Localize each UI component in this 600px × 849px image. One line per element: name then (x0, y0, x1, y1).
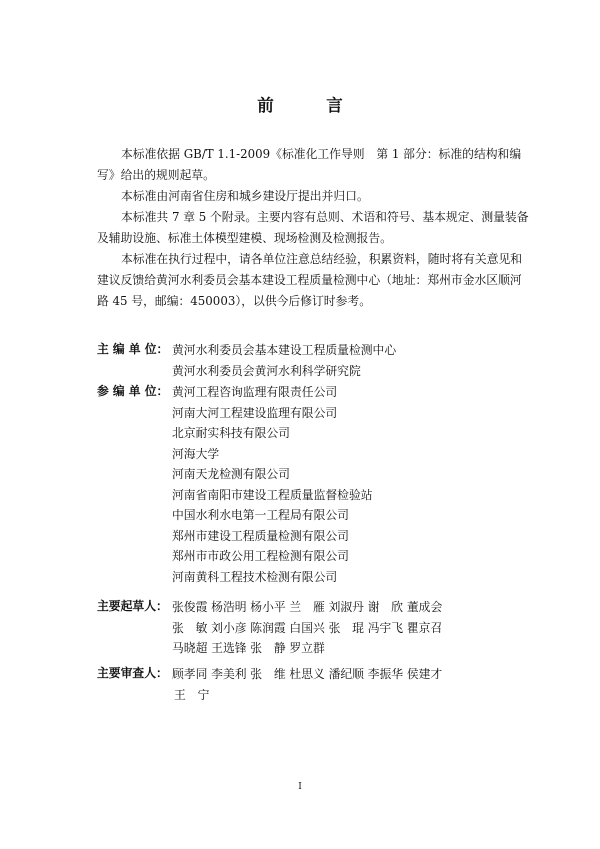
list-item: 顾孝同 李美利 张 维 杜思义 潘纪顺 李振华 侯建才 (172, 667, 443, 681)
list-item: 张 敏 刘小彦 陈润霞 白国兴 张 琨 冯宇飞 瞿京召 (172, 620, 443, 635)
list-item: 河南黄科工程技术检测有限公司 (172, 569, 338, 584)
list-item: 河南大河工程建设监理有限公司 (172, 405, 338, 420)
participating-units-label: 参 编 单 位： (97, 384, 169, 398)
list-item: 河海大学 (172, 446, 220, 461)
list-item: 郑州市建设工程质量检测有限公司 (172, 528, 349, 543)
list-item: 王 宁 (174, 687, 210, 702)
list-item: 马晓超 王选锋 张 静 罗立群 (172, 641, 325, 655)
list-item: 北京耐实科技有限公司 (172, 426, 290, 440)
list-item: 黄河工程咨询监理有限责任公司 (172, 385, 338, 399)
drafters-label: 主要起草人： (97, 599, 168, 613)
list-item: 黄河水利委员会黄河水利科学研究院 (172, 363, 361, 378)
list-item: 河南天龙检测有限公司 (172, 467, 290, 481)
drafters-list (172, 597, 442, 659)
page-title: 前 言 (257, 96, 361, 115)
list-item: 郑州市市政公用工程检测有限公司 (172, 549, 349, 563)
paragraph-contents: 本标准共 7 章 5 个附录。主要内容有总则、术语和符号、基本规定、测量装备及辅助设施、标准土体模型建模、现场检测及检测报告。 (97, 210, 529, 245)
chief-units-list (172, 340, 396, 381)
reviewers-list (172, 664, 442, 705)
list-item: 张俊霞 杨浩明 杨小平 兰 雁 刘淑丹 谢 欣 董成会 (172, 600, 443, 614)
list-item: 河南省南阳市建设工程质量监督检验站 (172, 487, 373, 502)
chief-units-label: 主 编 单 位： (97, 342, 169, 356)
list-item: 中国水利水电第一工程局有限公司 (172, 508, 349, 522)
page-number: I (298, 782, 302, 792)
reviewers-label: 主要审查人： (97, 666, 168, 680)
participating-units-list (172, 382, 373, 587)
paragraph-proposer: 本标准由河南省住房和城乡建设厅提出并归口。 (121, 189, 369, 203)
paragraph-basis: 本标准依据 GB/T 1.1-2009《标准化工作导则 第 1 部分：标准的结构和编写》给出的规则起草。 (97, 147, 522, 182)
list-item: 黄河水利委员会基本建设工程质量检测中心 (172, 343, 397, 357)
paragraph-feedback: 本标准在执行过程中，请各单位注意总结经验，积累资料，随时将有关意见和建议反馈给黄河水利委员会基本建设工程质量检测中心（地址：郑州市金水区顺河路 45 号，邮编：450003），以供今后修订时参考。 (97, 252, 523, 308)
